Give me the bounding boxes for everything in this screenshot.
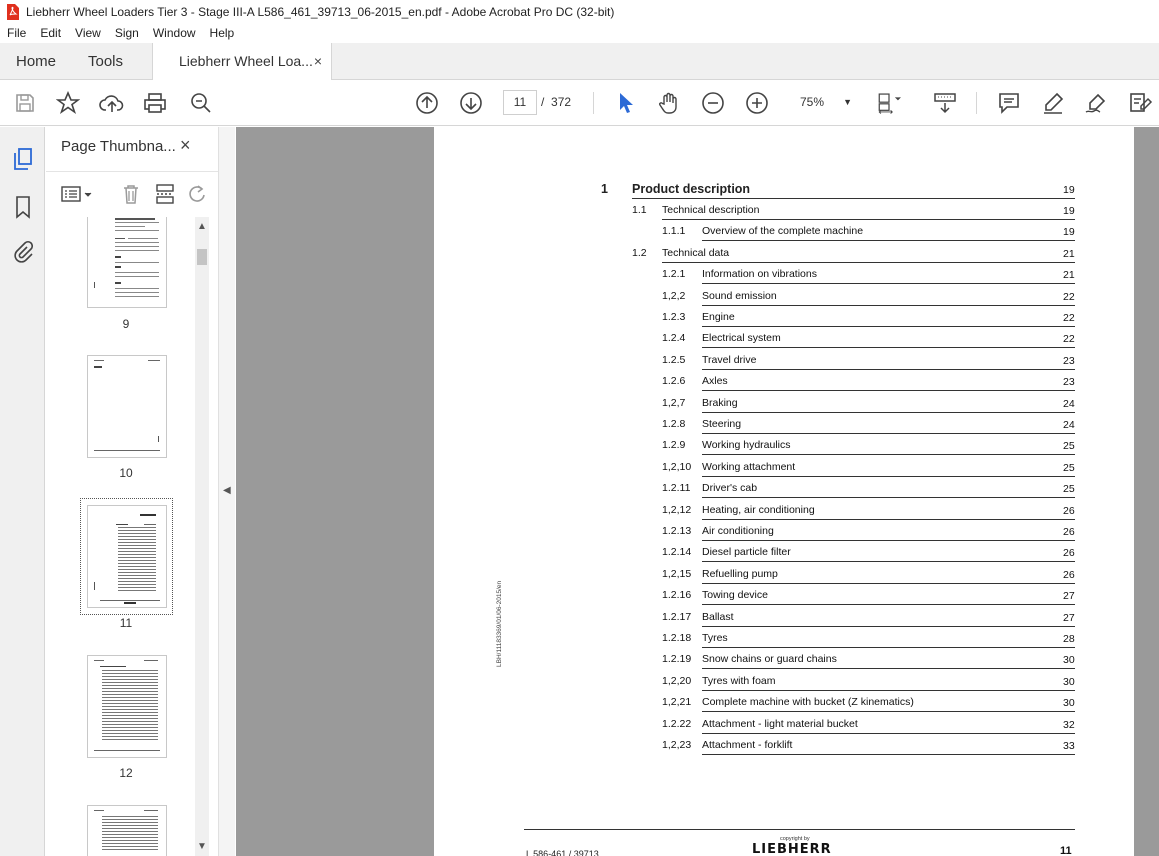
footer-page-number: 11	[1060, 845, 1072, 856]
toc-entry-page: 26	[1063, 526, 1075, 538]
toc-underline	[702, 540, 1075, 541]
toc-underline	[662, 262, 1075, 263]
toc-entry-number: 1.2.22	[662, 717, 692, 730]
toc-entry-title[interactable]: Information on vibrations	[702, 268, 817, 281]
scroll-down-icon[interactable]: ▼	[197, 841, 207, 852]
thumbnail-label: 12	[119, 766, 133, 780]
toc-entry-page: 24	[1063, 397, 1075, 410]
menu-file[interactable]: File	[7, 26, 27, 40]
footer-copyright: copyright by	[780, 836, 810, 842]
toc-entry-page: 19	[1063, 205, 1075, 217]
menu-bar	[0, 23, 1159, 43]
toc-entry-number: 1.2.1	[662, 268, 686, 281]
toc-entry-title[interactable]: Diesel particle filter	[702, 546, 791, 559]
toc-entry-title[interactable]: Complete machine with bucket (Z kinematics)	[702, 696, 914, 709]
toc-underline	[702, 283, 1075, 284]
toc-underline	[702, 754, 1075, 755]
panel-title: Page Thumbna...	[61, 138, 176, 155]
toc-entry-number: 1.2.6	[662, 375, 686, 388]
page-thumbnails-icon[interactable]	[11, 147, 35, 171]
thumbnail-label: 10	[119, 466, 133, 480]
toc-entry-title[interactable]: Tyres	[702, 632, 728, 644]
toc-underline	[702, 626, 1075, 627]
toc-underline	[702, 390, 1075, 391]
toc-underline	[702, 561, 1075, 562]
toc-entry-number: 1.2.18	[662, 632, 692, 644]
toc-entry-page: 21	[1063, 247, 1075, 260]
toc-entry-page: 22	[1063, 312, 1075, 324]
toc-entry-page: 23	[1063, 354, 1075, 367]
liebherr-logo: LIEBHERR	[752, 842, 832, 856]
toc-entry-number: 1.2.13	[662, 525, 692, 537]
toc-entry-title[interactable]: Attachment - light material bucket	[702, 717, 858, 730]
save-icon[interactable]	[12, 90, 38, 116]
toc-entry-page: 32	[1063, 718, 1075, 731]
toc-entry-title[interactable]: Refuelling pump	[702, 567, 778, 580]
menu-edit[interactable]: Edit	[40, 26, 62, 40]
toc-entry-title[interactable]: Axles	[702, 375, 728, 388]
toc-underline	[702, 433, 1075, 434]
panel-collapse-handle[interactable]	[218, 127, 235, 856]
acrobat-icon	[6, 4, 20, 20]
toc-underline	[702, 519, 1075, 520]
toc-entry-page: 23	[1063, 376, 1075, 389]
toc-entry-title[interactable]: Driver's cab	[702, 482, 758, 495]
highlight-pen-icon[interactable]	[1040, 90, 1066, 116]
toc-entry-number: 1.2.8	[662, 418, 686, 430]
toc-underline	[702, 347, 1075, 348]
toolbar	[0, 80, 1159, 126]
toc-underline	[702, 454, 1075, 455]
toc-entry-title[interactable]: Braking	[702, 396, 738, 409]
upload-cloud-icon[interactable]	[99, 90, 125, 116]
document-code: LBH/11183369/01/06-2015/en	[496, 580, 503, 667]
left-rail	[0, 127, 45, 856]
tab-document[interactable]	[152, 43, 332, 81]
menu-sign[interactable]: Sign	[114, 26, 139, 40]
footer-rule	[524, 829, 1075, 830]
toc-entry-title[interactable]: Heating, air conditioning	[702, 503, 815, 516]
toc-entry-title[interactable]: Steering	[702, 418, 742, 430]
window-title: Liebherr Wheel Loaders Tier 3 - Stage III-A L586_461_39713_06-2015_en.pdf - Adobe Acrobat Pro DC (32-bit)	[26, 4, 615, 19]
toc-underline	[662, 219, 1075, 220]
toc-entry-number: 1.2.3	[662, 311, 686, 323]
thumbnail-panel	[46, 127, 218, 856]
toc-entry-number: 1,2,21	[662, 696, 692, 709]
toc-entry-number: 1.2.17	[662, 610, 692, 623]
thumbnail-scrollbar[interactable]	[195, 217, 209, 856]
tab-bar	[0, 43, 1159, 80]
toc-underline	[702, 240, 1075, 241]
toc-entry-number: 1.2.4	[662, 332, 686, 345]
title-bar	[0, 0, 1159, 23]
toc-entry-page: 22	[1063, 290, 1075, 303]
chapter-number: 1	[601, 182, 608, 196]
toc-entry-page: 27	[1063, 611, 1075, 624]
toc-entry-number: 1,2,7	[662, 396, 686, 409]
tab-document-label: Liebherr Wheel Loa...	[179, 53, 313, 69]
toc-underline	[702, 412, 1075, 413]
thumbnail-page-9[interactable]	[87, 217, 167, 308]
toc-entry-number: 1.2.5	[662, 353, 686, 366]
toc-entry-page: 28	[1063, 633, 1075, 645]
toc-entry-title[interactable]: Working hydraulics	[702, 439, 791, 452]
toc-underline	[702, 326, 1075, 327]
toc-underline	[702, 733, 1075, 734]
toc-entry-page: 26	[1063, 568, 1075, 581]
attachment-icon[interactable]	[11, 240, 35, 264]
toc-entry-page: 24	[1063, 419, 1075, 431]
zoom-search-icon[interactable]	[188, 90, 214, 116]
thumbnail-page-10[interactable]	[87, 355, 167, 458]
edit-pdf-icon[interactable]	[1128, 90, 1154, 116]
toc-entry-page: 25	[1063, 440, 1075, 453]
toc-underline	[702, 369, 1075, 370]
zoom-out-icon[interactable]	[700, 90, 726, 116]
toc-entry-page: 19	[1063, 226, 1075, 239]
toc-entry-number: 1,2,10	[662, 460, 692, 473]
thumbnail-list	[46, 217, 196, 856]
toc-entry-title[interactable]: Snow chains or guard chains	[702, 653, 837, 666]
toc-entry-title[interactable]: Electrical system	[702, 332, 781, 345]
footer-model: L 586-461 / 39713	[526, 849, 599, 856]
page-count	[541, 90, 571, 115]
toolbar-divider	[976, 92, 977, 114]
zoom-value: 75%	[800, 95, 825, 109]
scroll-thumb[interactable]	[197, 249, 207, 265]
hand-tool-icon[interactable]	[656, 90, 682, 116]
toc-entry-title[interactable]: Sound emission	[702, 289, 777, 302]
print-icon[interactable]	[142, 90, 168, 116]
total-pages: 372	[551, 95, 572, 109]
tab-home[interactable]: Home	[16, 53, 57, 70]
toc-entry-number: 1.2.16	[662, 589, 692, 602]
toc-underline	[702, 711, 1075, 712]
toc-entry-number: 1.2	[632, 246, 647, 259]
toc-entry-page: 30	[1063, 654, 1075, 667]
toc-entry-number: 1.2.11	[662, 482, 691, 495]
toc-underline	[702, 476, 1075, 477]
page-fit-icon[interactable]	[876, 90, 902, 116]
toc-entry-number: 1,2,12	[662, 503, 692, 516]
bookmark-icon[interactable]	[11, 195, 35, 219]
toc-underline	[702, 604, 1075, 605]
toc-entry-title[interactable]: Towing device	[702, 589, 768, 602]
toc-entry-number: 1,2,20	[662, 674, 692, 687]
toc-entry-title[interactable]: Attachment - forklift	[702, 739, 793, 751]
close-tab-icon[interactable]: ×	[313, 53, 322, 69]
toc-entry-page: 25	[1063, 483, 1075, 496]
close-panel-icon[interactable]: ×	[180, 135, 191, 155]
toc-entry-page: 30	[1063, 675, 1075, 688]
thumbnail-label: 9	[122, 317, 130, 331]
comment-icon[interactable]	[996, 90, 1022, 116]
toc-entry-title[interactable]: Technical data	[662, 246, 730, 259]
chevron-down-icon: ▼	[843, 97, 852, 107]
toc-entry-number: 1.1.1	[662, 225, 686, 238]
page-number-input[interactable]: 11	[503, 90, 537, 115]
toc-entry-title[interactable]: Working attachment	[702, 460, 796, 473]
menu-window[interactable]: Window	[152, 26, 196, 40]
toc-entry-number: 1,2,15	[662, 567, 692, 580]
menu-help[interactable]: Help	[209, 26, 235, 40]
toc-entry-number: 1,2,23	[662, 739, 692, 751]
chapter-page: 19	[1063, 184, 1075, 196]
toc-entry-page: 26	[1063, 547, 1075, 560]
next-page-icon[interactable]	[458, 90, 484, 116]
toc-underline	[632, 198, 1075, 199]
collapse-arrow-icon[interactable]: ◀	[223, 485, 231, 496]
toc-underline	[702, 305, 1075, 306]
toc-entry-title[interactable]: Technical description	[662, 204, 760, 216]
toc-entry-title[interactable]: Ballast	[702, 610, 734, 623]
toc-underline	[702, 647, 1075, 648]
toc-entry-title[interactable]: Engine	[702, 311, 735, 323]
panel-toolbar	[46, 171, 218, 213]
sign-pen-icon[interactable]	[1084, 90, 1110, 116]
toc-entry-number: 1.2.14	[662, 546, 692, 559]
thumbnail-page-13[interactable]	[87, 805, 167, 856]
menu-view[interactable]: View	[75, 26, 101, 40]
thumbnail-page-12[interactable]	[87, 655, 167, 758]
toc-entry-page: 27	[1063, 590, 1075, 603]
page-separator: /	[541, 95, 545, 109]
zoom-select[interactable]	[790, 90, 860, 115]
toc-entry-page: 30	[1063, 697, 1075, 710]
thumbnail-options-icon[interactable]	[60, 181, 94, 207]
toc-underline	[702, 690, 1075, 691]
tab-tools[interactable]: Tools	[88, 53, 124, 70]
thumbnail-label: 11	[119, 616, 133, 630]
toc-entry-title[interactable]: Travel drive	[702, 353, 757, 366]
toc-entry-number: 1.2.19	[662, 653, 692, 666]
toc-entry-number: 1.2.9	[662, 439, 686, 452]
scroll-mode-icon[interactable]	[932, 90, 958, 116]
scroll-up-icon[interactable]: ▲	[197, 221, 207, 232]
delete-page-icon[interactable]	[118, 181, 144, 207]
rotate-icon[interactable]	[184, 181, 210, 207]
toc-underline	[702, 583, 1075, 584]
chapter-title[interactable]: Product description	[632, 182, 751, 196]
toc-entry-page: 33	[1063, 740, 1075, 752]
select-cursor-icon[interactable]	[612, 90, 638, 116]
toc-underline	[702, 497, 1075, 498]
toc-entry-page: 21	[1063, 269, 1075, 282]
toc-entry-title[interactable]: Tyres with foam	[702, 674, 776, 687]
toc-entry-page: 25	[1063, 461, 1075, 474]
star-icon[interactable]	[55, 90, 81, 116]
thumbnail-page-11[interactable]	[87, 505, 167, 608]
toolbar-divider	[593, 92, 594, 114]
toc-entry-page: 26	[1063, 504, 1075, 517]
toc-entry-number: 1,2,2	[662, 289, 686, 302]
toc-underline	[702, 668, 1075, 669]
zoom-in-icon[interactable]	[744, 90, 770, 116]
pdf-page	[434, 127, 1134, 856]
toc-entry-title[interactable]: Air conditioning	[702, 525, 774, 537]
document-viewport[interactable]	[236, 127, 1159, 856]
toc-entry-title[interactable]: Overview of the complete machine	[702, 225, 864, 238]
toc-entry-page: 22	[1063, 333, 1075, 346]
extract-page-icon[interactable]	[152, 181, 178, 207]
previous-page-icon[interactable]	[414, 90, 440, 116]
toc-entry-number: 1.1	[632, 204, 647, 216]
